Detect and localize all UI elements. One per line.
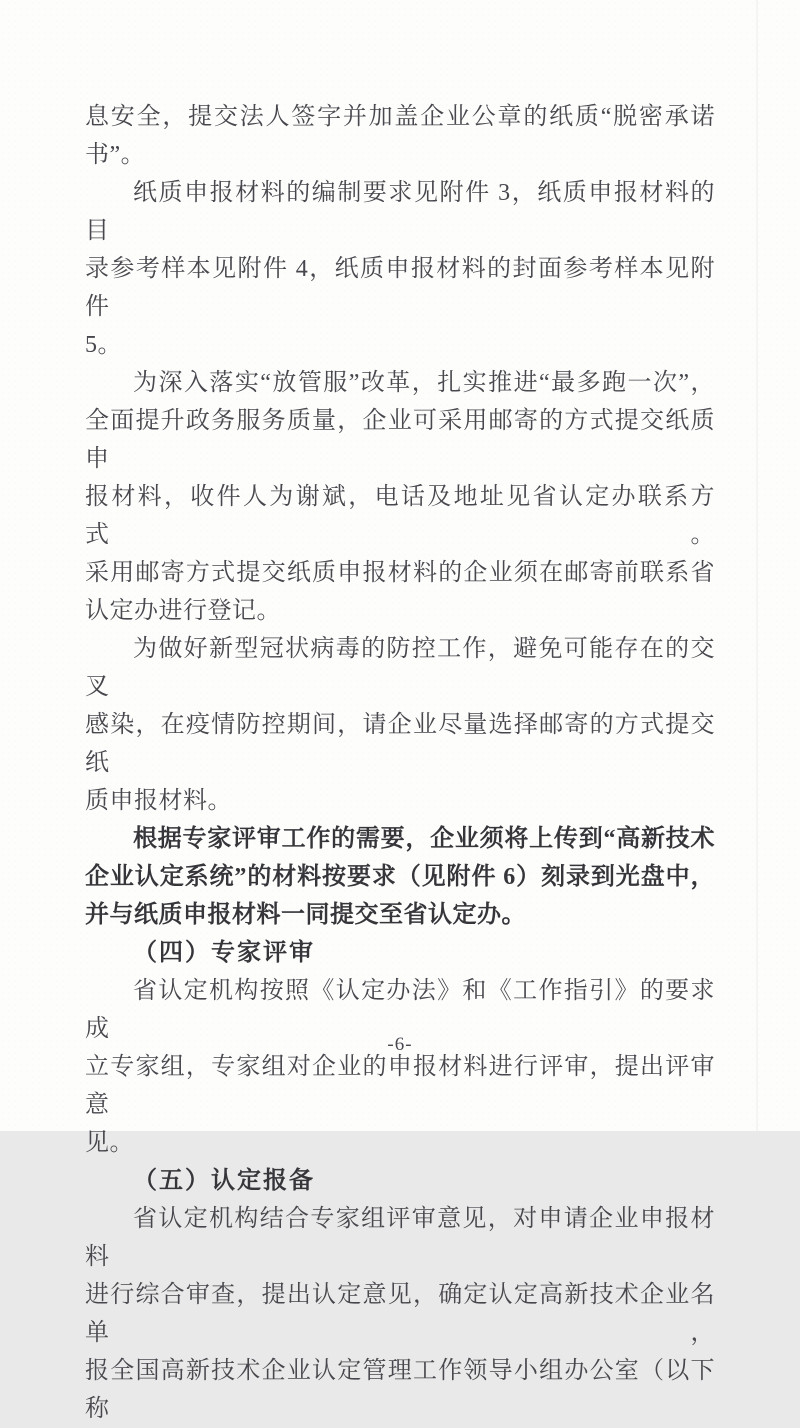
text-line: 并与纸质申报材料一同提交至省认定办。 — [85, 902, 526, 928]
text-line: 认定办进行登记。 — [85, 598, 281, 624]
text-line: 质申报材料。 — [85, 788, 232, 814]
page-number: -6- — [387, 1034, 413, 1055]
paragraph — [85, 98, 715, 174]
paragraph — [85, 1200, 715, 1428]
text-line: 采用邮寄方式提交纸质申报材料的企业须在邮寄前联系省 — [85, 560, 715, 586]
text-line: 报全国高新技术企业认定管理工作领导小组办公室（以下称 — [85, 1358, 715, 1422]
paragraph — [85, 174, 715, 364]
text-line: 为深入落实“放管服”改革，扎实推进“最多跑一次”， — [133, 370, 715, 396]
text-line: 5。 — [85, 332, 122, 358]
text-line: 进行综合审查，提出认定意见，确定认定高新技术企业名单， — [85, 1282, 715, 1346]
text-line: 纸质申报材料的编制要求见附件 3，纸质申报材料的目 — [85, 180, 715, 244]
text-line: 感染，在疫情防控期间，请企业尽量选择邮寄的方式提交纸 — [85, 712, 715, 776]
section-heading — [85, 1162, 715, 1200]
paragraph — [85, 630, 715, 820]
text-line: 立专家组，专家组对企业的申报材料进行评审，提出评审意 — [85, 1054, 715, 1118]
text-line: （五）认定报备 — [133, 1168, 315, 1194]
text-line: 全面提升政务服务质量，企业可采用邮寄的方式提交纸质申 — [85, 408, 715, 472]
text-line: 企业认定系统”的材料按要求（见附件 6）刻录到光盘中， — [85, 864, 715, 890]
paragraph — [85, 364, 715, 630]
text-line: 息安全，提交法人签字并加盖企业公章的纸质“脱密承诺 — [85, 104, 715, 130]
section-heading — [85, 934, 715, 972]
text-line: 见。 — [85, 1130, 134, 1156]
text-line: 根据专家评审工作的需要，企业须将上传到“高新技术 — [133, 826, 715, 852]
paragraph — [85, 820, 715, 934]
paragraph — [85, 972, 715, 1162]
text-line: 报材料，收件人为谢斌，电话及地址见省认定办联系方式。 — [85, 484, 715, 548]
text-line: 省认定机构按照《认定办法》和《工作指引》的要求成 — [85, 978, 715, 1042]
text-line: 录参考样本见附件 4，纸质申报材料的封面参考样本见附件 — [85, 256, 715, 320]
text-line: 为做好新型冠状病毒的防控工作，避免可能存在的交叉 — [85, 636, 715, 700]
text-line: 书”。 — [85, 142, 146, 168]
text-line: 省认定机构结合专家组评审意见，对申请企业申报材料 — [85, 1206, 715, 1270]
text-line: （四）专家评审 — [133, 940, 315, 966]
document-body — [85, 98, 715, 1428]
